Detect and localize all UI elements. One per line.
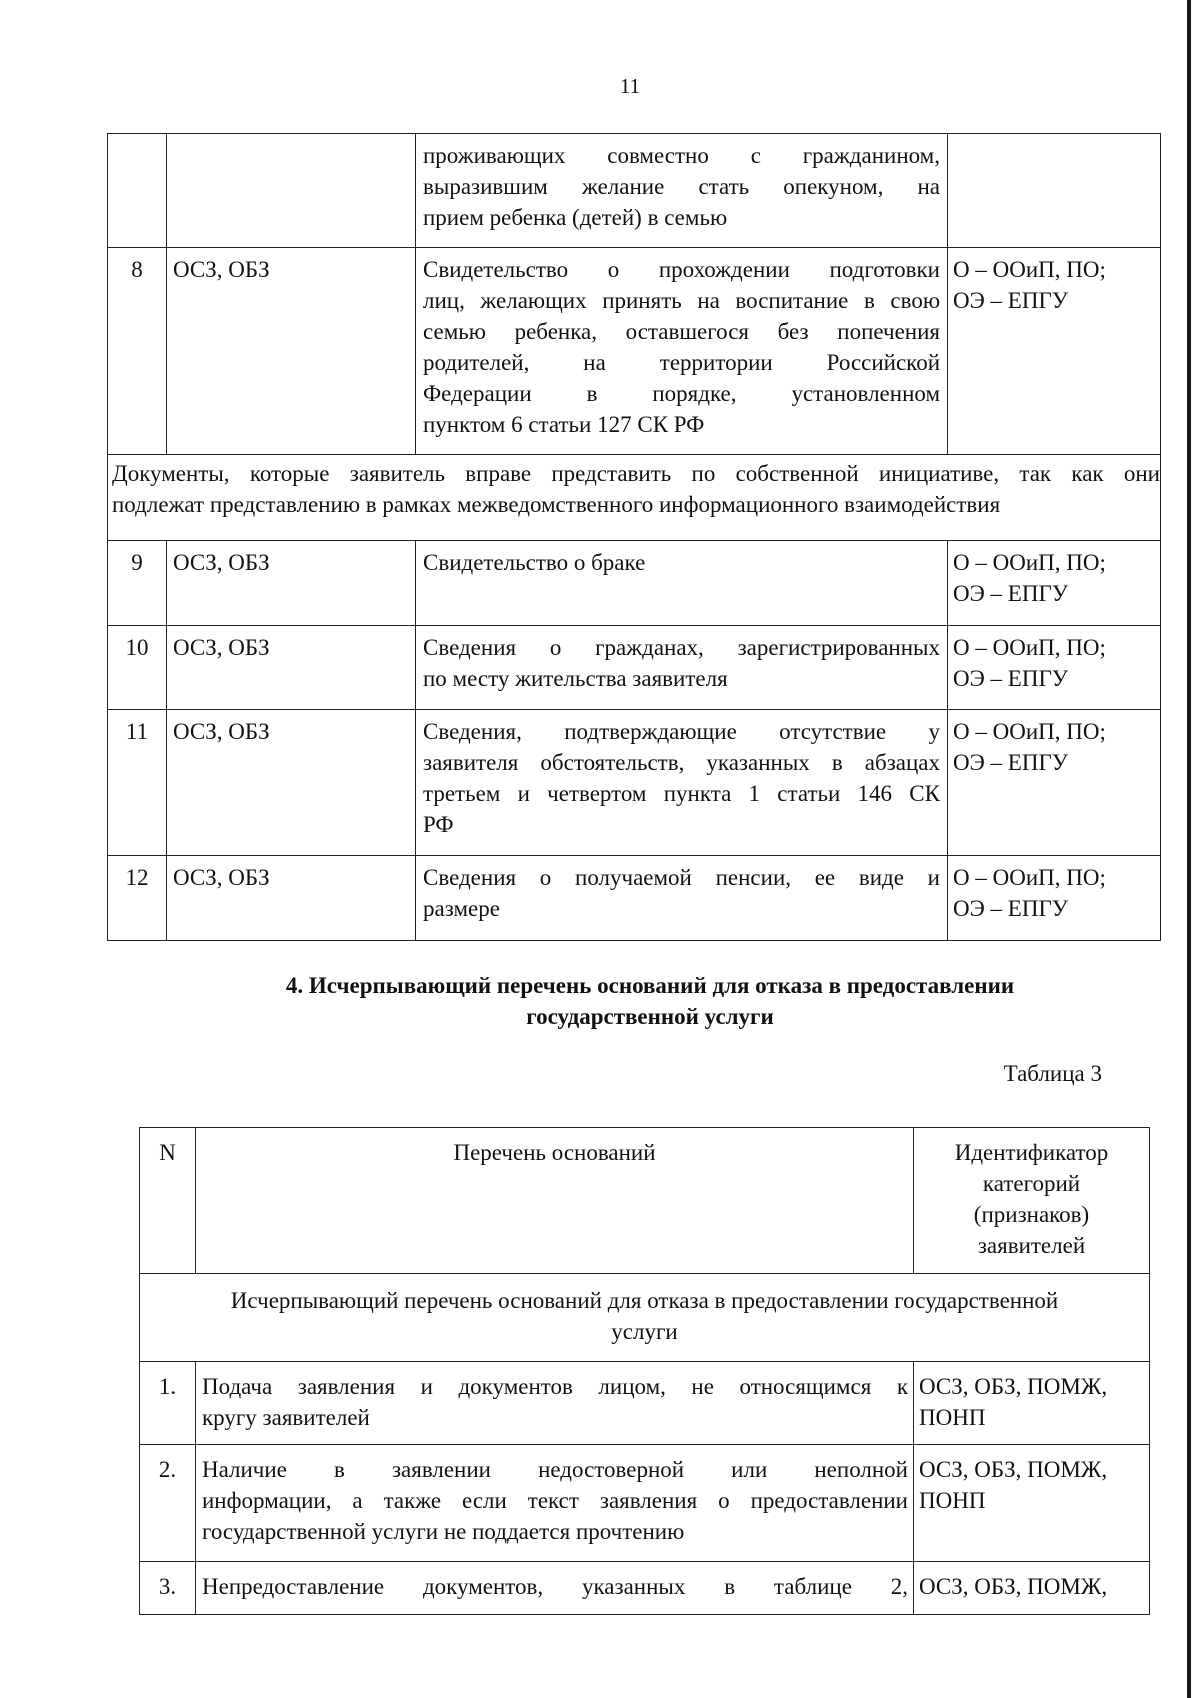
source-cell	[948, 626, 1161, 710]
category-cell: ОСЗ, ОБЗ	[167, 856, 416, 941]
source-cell	[948, 856, 1161, 941]
refusal-grounds-table	[139, 1127, 1150, 1615]
section-line: Исчерпывающий перечень оснований для отказа в предоставлении государственной	[230, 1288, 1059, 1313]
row-number-cell: 3.	[140, 1562, 196, 1615]
source-line: ОЭ – ЕПГУ	[953, 288, 1069, 313]
doc-line: пунктом 6 статьи 127 СК РФ	[423, 412, 705, 437]
section-cell	[108, 455, 1161, 541]
doc-line: проживающих совместно с гражданином,	[423, 143, 940, 168]
document-cell	[416, 541, 948, 626]
header-id-line: Идентификатор	[954, 1140, 1109, 1165]
basis-cell	[196, 1562, 914, 1615]
row-number-cell: 10	[108, 626, 167, 710]
basis-line: информации, а также если текст заявления о предоставлении	[202, 1488, 908, 1513]
section-cell	[140, 1274, 1150, 1362]
category-cell	[167, 134, 416, 248]
row-number-cell: 11	[108, 710, 167, 856]
source-line: О – ООиП, ПО;	[953, 865, 1106, 890]
source-cell	[948, 134, 1161, 248]
source-line: ОЭ – ЕПГУ	[953, 581, 1069, 606]
section-line: подлежат представлению в рамках межведомственного информационного взаимодействия	[112, 492, 1001, 517]
basis-line: Наличие в заявлении недостоверной или неполной	[202, 1457, 908, 1482]
doc-line: Сведения, подтверждающие отсутствие у	[423, 719, 940, 744]
heading-line: государственной услуги	[526, 1004, 774, 1029]
source-cell	[948, 710, 1161, 856]
source-line: О – ООиП, ПО;	[953, 635, 1106, 660]
doc-line: Свидетельство о прохождении подготовки	[423, 257, 940, 282]
category-cell: ОСЗ, ОБЗ	[167, 248, 416, 455]
table-row	[108, 541, 1161, 626]
doc-line: Сведения о получаемой пенсии, ее виде и	[423, 865, 940, 890]
doc-line: размере	[423, 896, 500, 921]
table-row	[140, 1445, 1150, 1562]
documents-table	[107, 133, 1161, 941]
source-line: ОЭ – ЕПГУ	[953, 666, 1069, 691]
source-line: О – ООиП, ПО;	[953, 719, 1106, 744]
category-cell: ОСЗ, ОБЗ	[167, 626, 416, 710]
row-number-cell	[108, 134, 167, 248]
id-cell	[914, 1562, 1150, 1615]
doc-line: РФ	[423, 812, 454, 837]
basis-line: государственной услуги не поддается прочтению	[202, 1519, 685, 1544]
page-number: 11	[619, 74, 641, 98]
basis-cell	[196, 1362, 914, 1445]
section-line: Документы, которые заявитель вправе представить по собственной инициативе, так как они	[112, 461, 1160, 486]
section-row	[140, 1274, 1150, 1362]
source-line: О – ООиП, ПО;	[953, 257, 1106, 282]
section-row	[108, 455, 1161, 541]
table-row	[108, 856, 1161, 941]
category-cell: ОСЗ, ОБЗ	[167, 541, 416, 626]
doc-line: прием ребенка (детей) в семью	[423, 205, 728, 230]
source-cell	[948, 541, 1161, 626]
basis-line: кругу заявителей	[202, 1405, 370, 1430]
header-number-cell: N	[140, 1128, 196, 1274]
source-line: О – ООиП, ПО;	[953, 550, 1106, 575]
basis-line: Непредоставление документов, указанных в таблице 2,	[202, 1574, 908, 1599]
row-number-cell: 2.	[140, 1445, 196, 1562]
section-line: услуги	[611, 1319, 678, 1344]
row-number-cell: 8	[108, 248, 167, 455]
document-cell	[416, 710, 948, 856]
id-line: ПОНП	[919, 1488, 986, 1513]
doc-line: Федерации в порядке, установленном	[423, 381, 940, 406]
table-row	[108, 134, 1161, 248]
id-line: ПОНП	[919, 1405, 986, 1430]
table-row	[108, 710, 1161, 856]
table-caption: Таблица 3	[1003, 1061, 1102, 1086]
doc-line: заявителя обстоятельств, указанных в абзацах	[423, 750, 940, 775]
document-cell	[416, 248, 948, 455]
doc-line: по месту жительства заявителя	[423, 666, 728, 691]
id-cell	[914, 1445, 1150, 1562]
doc-line: выразившим желание стать опекуном, на	[423, 174, 940, 199]
header-row	[140, 1128, 1150, 1274]
id-line: ОСЗ, ОБЗ, ПОМЖ,	[919, 1374, 1108, 1399]
doc-line: семью ребенка, оставшегося без попечения	[423, 319, 940, 344]
source-line: ОЭ – ЕПГУ	[953, 750, 1069, 775]
document-cell	[416, 856, 948, 941]
header-basis-cell: Перечень оснований	[196, 1128, 914, 1274]
doc-line: Свидетельство о браке	[423, 550, 646, 575]
document-cell	[416, 626, 948, 710]
doc-line: Сведения о гражданах, зарегистрированных	[423, 635, 940, 660]
header-id-line: категорий	[982, 1171, 1081, 1196]
heading-line: 4. Исчерпывающий перечень оснований для отказа в предоставлении	[285, 973, 1015, 998]
basis-cell	[196, 1445, 914, 1562]
source-line: ОЭ – ЕПГУ	[953, 896, 1069, 921]
row-number-cell: 1.	[140, 1362, 196, 1445]
header-id-cell	[914, 1128, 1150, 1274]
table-row	[140, 1562, 1150, 1615]
document-cell	[416, 134, 948, 248]
row-number-cell: 12	[108, 856, 167, 941]
header-id-line: (признаков)	[973, 1202, 1090, 1227]
table-row	[140, 1362, 1150, 1445]
basis-line: Подача заявления и документов лицом, не относящимся к	[202, 1374, 908, 1399]
page-edge-shadow	[1187, 0, 1191, 1698]
section-heading	[130, 970, 1170, 1032]
doc-line: лиц, желающих принять на воспитание в свою	[423, 288, 940, 313]
id-line: ОСЗ, ОБЗ, ПОМЖ,	[919, 1574, 1108, 1599]
category-cell: ОСЗ, ОБЗ	[167, 710, 416, 856]
header-id-line: заявителей	[977, 1233, 1086, 1258]
table-row	[108, 626, 1161, 710]
table-row	[108, 248, 1161, 455]
doc-line: родителей, на территории Российской	[423, 350, 940, 375]
doc-line: третьем и четвертом пункта 1 статьи 146 СК	[423, 781, 940, 806]
id-line: ОСЗ, ОБЗ, ПОМЖ,	[919, 1457, 1108, 1482]
source-cell	[948, 248, 1161, 455]
id-cell	[914, 1362, 1150, 1445]
row-number-cell: 9	[108, 541, 167, 626]
